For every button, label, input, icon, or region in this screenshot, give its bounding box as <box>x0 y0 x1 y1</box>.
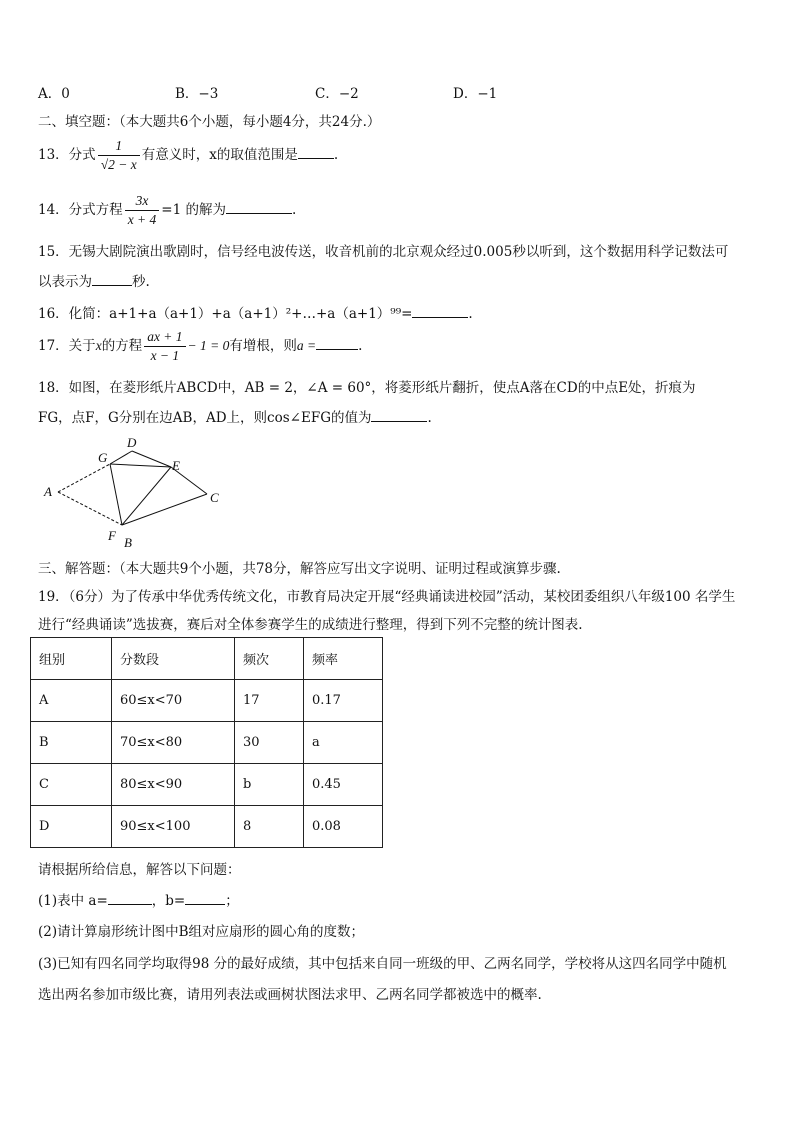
q14-end: . <box>292 202 297 218</box>
segment-gd <box>110 451 132 464</box>
option-a: A．0 <box>38 86 70 102</box>
q13-blank[interactable] <box>298 158 334 159</box>
part1-b-label: ，b= <box>151 893 186 909</box>
q17-eq: − 1 = 0 <box>187 338 230 353</box>
label-f: F <box>108 528 116 543</box>
table-cell: 0.45 <box>304 764 383 806</box>
segment-ag-dashed <box>58 464 110 492</box>
q17-numerator: ax + 1 <box>144 328 185 347</box>
q15-blank[interactable] <box>92 285 132 286</box>
question-19-line2: 进行“经典诵读”选拔赛，赛后对全体参赛学生的成绩进行整理，得到下列不完整的统计图表. <box>38 617 583 633</box>
q17-end: . <box>358 338 363 354</box>
segment-af-dashed <box>58 492 122 525</box>
answer-part-3-line2: 选出两名参加市级比赛，请用列表法或画树状图法求甲、乙两名同学都被选中的概率. <box>38 987 542 1003</box>
option-d: D．−1 <box>453 86 498 102</box>
label-a: A <box>44 484 52 499</box>
q17-prefix: 17．关于 <box>38 338 96 354</box>
section2-heading: 二、填空题：（本大题共6个小题，每小题4分，共24分.） <box>38 114 381 130</box>
question-18-line2 <box>38 406 432 426</box>
q17-var: x <box>95 338 102 353</box>
table-cell: 60≤x<70 <box>112 680 235 722</box>
option-c: C．−2 <box>315 86 359 102</box>
part1-end: ； <box>225 893 239 909</box>
q13-end: . <box>333 147 339 163</box>
table-header-row <box>31 638 383 680</box>
table-row <box>31 680 383 722</box>
label-c: C <box>210 490 219 505</box>
q13-numerator: 1 <box>98 137 140 156</box>
table-cell: B <box>31 722 112 764</box>
table-cell: 90≤x<100 <box>112 806 235 848</box>
table-cell: a <box>304 722 383 764</box>
table-header: 频次 <box>235 638 304 680</box>
segment-ge <box>110 464 171 467</box>
question-17 <box>38 328 362 365</box>
table-cell: 8 <box>235 806 304 848</box>
q17-suffix: 有增根，则 <box>229 338 297 354</box>
q15-prefix: 以表示为 <box>38 274 92 290</box>
question-16 <box>38 302 473 322</box>
q14-suffix: =1 的解为 <box>161 202 226 218</box>
answer-part-1 <box>38 889 239 909</box>
score-table <box>30 637 383 848</box>
table-header: 分数段 <box>112 638 235 680</box>
question-19-line1: 19．（6分）为了传承中华优秀传统文化，市教育局决定开展“经典诵读进校园”活动，某校团委组织八年级100 名学生 <box>38 589 736 605</box>
q16-end: . <box>468 306 473 322</box>
q17-avar: a = <box>296 338 317 353</box>
q18-text: FG，点F，G分别在边AB，AD上，则cos∠EFG的值为 <box>38 410 372 426</box>
q16-blank[interactable] <box>412 317 468 318</box>
answer-part-3-line1: (3)已知有四名同学均取得98 分的最好成绩，其中包括来自同一班级的甲、乙两名同学，学校将从这四名同学中随机 <box>38 956 727 972</box>
segment-gf <box>110 464 122 525</box>
q13-denominator: √2 − x <box>100 157 137 172</box>
table-cell: A <box>31 680 112 722</box>
rhombus-figure <box>38 430 238 555</box>
q17-fraction <box>144 328 185 365</box>
blank-a[interactable] <box>108 904 152 905</box>
question-15-line2 <box>38 270 150 290</box>
q17-denominator: x − 1 <box>150 348 180 363</box>
q15-suffix: 秒. <box>132 274 150 290</box>
q14-prefix: 14．分式方程 <box>38 202 123 218</box>
q17-mid: 的方程 <box>101 338 143 354</box>
table-cell: 0.08 <box>304 806 383 848</box>
answer-part-2: (2)请计算扇形统计图中B组对应扇形的圆心角的度数； <box>38 924 365 940</box>
option-b: B．−3 <box>175 86 219 102</box>
q14-fraction <box>125 192 160 229</box>
q14-blank[interactable] <box>226 213 292 214</box>
label-e: E <box>172 458 180 473</box>
q18-blank[interactable] <box>371 421 427 422</box>
table-cell: 17 <box>235 680 304 722</box>
blank-b[interactable] <box>185 904 225 905</box>
table-header: 频率 <box>304 638 383 680</box>
q13-prefix: 13．分式 <box>38 147 96 163</box>
question-15-line1: 15．无锡大剧院演出歌剧时，信号经电波传送，收音机前的北京观众经过0.005秒以听到，这个数据用科学记数法可 <box>38 244 729 260</box>
table-cell: b <box>235 764 304 806</box>
label-d: D <box>127 435 137 450</box>
table-cell: 70≤x<80 <box>112 722 235 764</box>
label-g: G <box>98 450 108 465</box>
question-14 <box>38 192 296 229</box>
table-cell: 80≤x<90 <box>112 764 235 806</box>
table-header: 组别 <box>31 638 112 680</box>
label-b: B <box>124 535 132 550</box>
q18-end: . <box>427 410 432 426</box>
question-13 <box>38 137 338 174</box>
section3-heading: 三、解答题：（本大题共9个小题，共78分，解答应写出文字说明、证明过程或演算步骤. <box>38 561 561 577</box>
segment-de <box>132 451 171 467</box>
table-row <box>31 722 383 764</box>
q14-denominator: x + 4 <box>127 212 157 227</box>
q13-suffix: 有意义时，x的取值范围是 <box>141 147 298 163</box>
table-row <box>31 764 383 806</box>
answers-intro: 请根据所给信息，解答以下问题： <box>38 862 241 878</box>
q17-blank[interactable] <box>316 349 358 350</box>
table-cell: 0.17 <box>304 680 383 722</box>
q13-fraction <box>98 137 140 174</box>
table-cell: C <box>31 764 112 806</box>
part1-a-label: (1)表中 a= <box>38 893 108 909</box>
table-cell: D <box>31 806 112 848</box>
table-cell: 30 <box>235 722 304 764</box>
q16-text: 16．化简：a+1+a（a+1）+a（a+1）²+…+a（a+1）⁹⁹= <box>38 306 413 322</box>
q14-numerator: 3x <box>125 192 160 211</box>
question-18-line1: 18．如图，在菱形纸片ABCD中，AB = 2，∠A = 60°，将菱形纸片翻折，使点A落在CD的中点E处，折痕为 <box>38 380 696 396</box>
table-row <box>31 806 383 848</box>
